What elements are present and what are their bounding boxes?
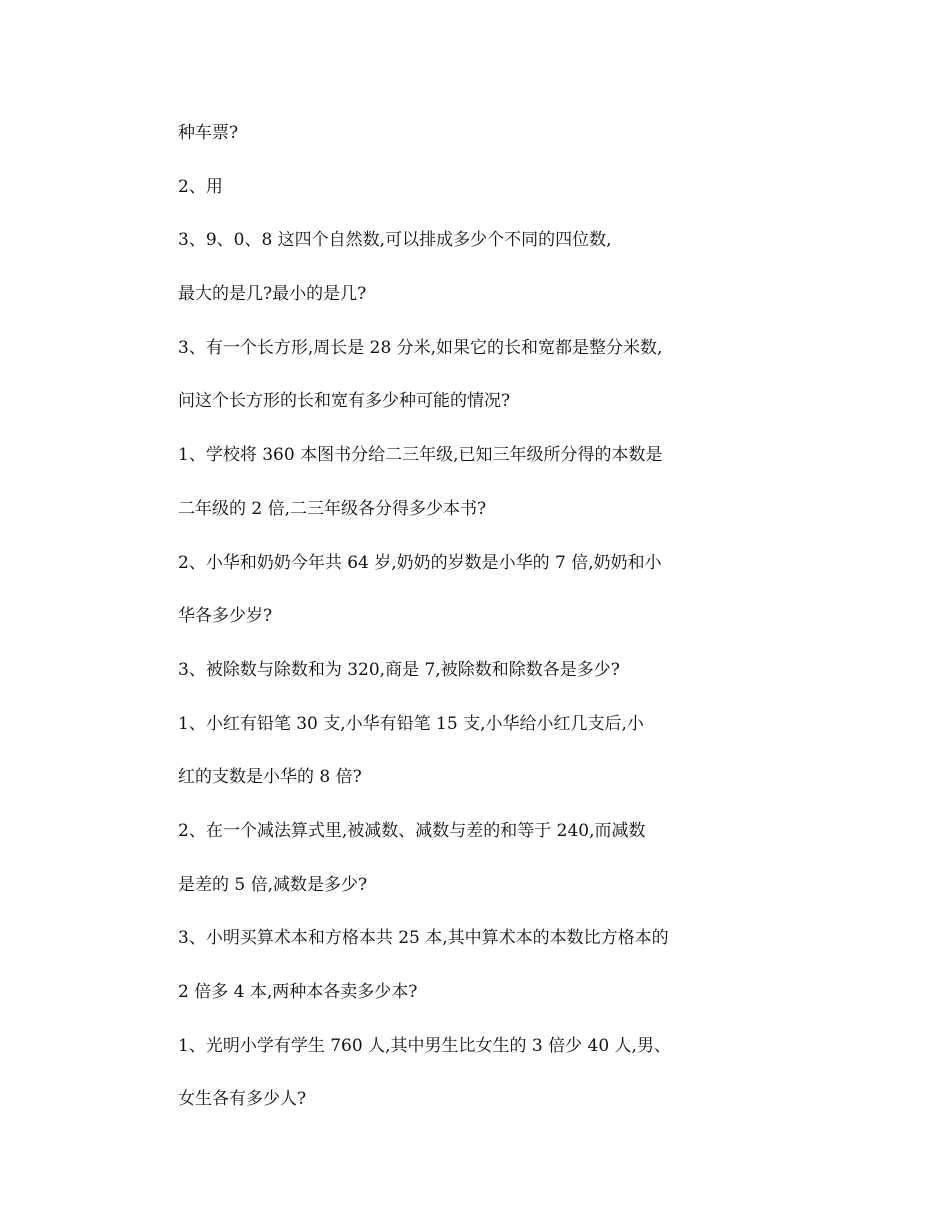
text-line: 3、小明买算术本和方格本共 25 本,其中算术本的本数比方格本的 (178, 928, 669, 949)
text-line: 2、在一个减法算式里,被减数、减数与差的和等于 240,而减数 (178, 820, 646, 841)
text-line: 1、学校将 360 本图书分给二三年级,已知三年级所分得的本数是 (178, 445, 663, 466)
text-line: 女生各有多少人? (178, 1089, 307, 1110)
text-line: 1、小红有铅笔 30 支,小华有铅笔 15 支,小华给小红几支后,小 (178, 713, 644, 734)
text-line: 2、用 (178, 176, 223, 197)
text-line: 3、有一个长方形,周长是 28 分米,如果它的长和宽都是整分米数, (178, 337, 663, 358)
text-line: 2 倍多 4 本,两种本各卖多少本? (178, 982, 418, 1002)
text-line: 问这个长方形的长和宽有多少种可能的情况? (178, 391, 511, 412)
text-line: 3、9、0、8 这四个自然数,可以排成多少个不同的四位数, (178, 230, 612, 251)
document-text-lines (178, 116, 878, 1136)
text-line: 种车票? (178, 123, 239, 143)
text-line: 最大的是几?最小的是几? (178, 284, 367, 305)
text-line: 是差的 5 倍,减数是多少? (178, 874, 368, 895)
text-line: 二年级的 2 倍,二三年级各分得多少本书? (178, 498, 487, 519)
text-line: 1、光明小学有学生 760 人,其中男生比女生的 3 倍少 40 人,男、 (178, 1035, 671, 1056)
text-line: 红的支数是小华的 8 倍? (178, 767, 362, 788)
text-line: 3、被除数与除数和为 320,商是 7,被除数和除数各是多少? (178, 659, 620, 680)
text-line: 2、小华和奶奶今年共 64 岁,奶奶的岁数是小华的 7 倍,奶奶和小 (178, 552, 662, 573)
text-line: 华各多少岁? (178, 606, 273, 627)
